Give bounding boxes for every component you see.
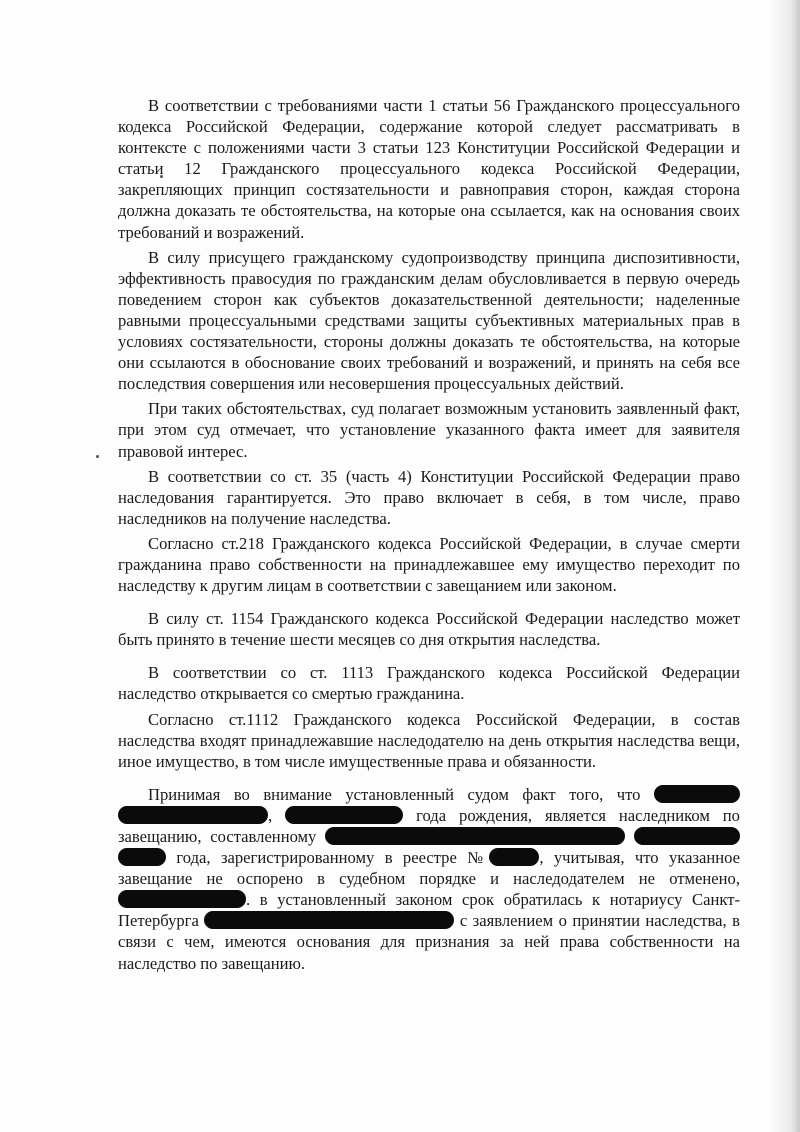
document-body: [118, 95, 740, 980]
paragraph-4: В соответствии со ст. 35 (часть 4) Конституции Российской Федерации право наследования гарантируется. Это право включает в себя, в том числе, право наследников на получение наследства.: [118, 466, 740, 528]
redaction-block: [489, 848, 539, 866]
redaction-block: [118, 848, 166, 866]
redaction-block: [325, 827, 625, 845]
paragraph-1: В соответствии с требованиями части 1 статьи 56 Гражданского процессуального кодекса Российской Федерации, содержание которой следует рассматривать в контексте с положениями части 3 статьи 123 Конституции Российской Федерации и статьи 12 Гражданского процессуального кодекса Российской Федерации, закрепляющих принцип состязательности и равноправия сторон, каждая сторона должна доказать те обстоятельства, на которые она ссылается, как на основания своих требований и возражений.: [118, 96, 740, 242]
final-segment: ,: [268, 805, 273, 825]
final-segment: года рождения, является наследником по завещанию, составленному: [118, 805, 740, 846]
final-segment: , учитывая, что указанное завещание не оспорено в судебном порядке и наследодателем не отменено,: [118, 848, 740, 889]
redaction-block: [285, 806, 403, 824]
final-segment: Принимая во внимание установленный судом факт того, что: [148, 784, 641, 804]
redaction-block: [118, 806, 268, 824]
redaction-block: [204, 911, 454, 929]
paragraph-3: При таких обстоятельствах, суд полагает возможным установить заявленный факт, при этом суд отмечает, что установление указанного факта имеет для заявителя правовой интерес.: [118, 399, 740, 461]
paragraph-final: [118, 784, 740, 974]
paragraph-5: Согласно ст.218 Гражданского кодекса Российской Федерации, в случае смерти гражданина право собственности на принадлежавшее ему имущество переходит по наследству к другим лицам в соответствии с завещанием или законом.: [118, 533, 740, 596]
final-segment: года, зарегистрированному в реестре №: [176, 848, 490, 868]
paragraph-7: В соответствии со ст. 1113 Гражданского кодекса Российской Федерации наследство открывается со смертью гражданина.: [118, 663, 740, 704]
paragraph-6: В силу ст. 1154 Гражданского кодекса Российской Федерации наследство может быть принято в течение шести месяцев со дня открытия наследства.: [118, 609, 740, 650]
paragraph-2: В силу присущего гражданскому судопроизводству принципа диспозитивности, эффективность правосудия по гражданским делам обусловливается в первую очередь поведением сторон как субъектов доказательственной деятельности; наделенные равными процессуальными средствами защиты субъективных материальных прав в условиях состязательности, стороны должны доказать те обстоятельства, на которые они ссылаются в обоснование своих требований и возражений, и принять на себя все последствия совершения или несовершения процессуальных действий.: [118, 247, 740, 394]
final-segment: . в установленный законом срок обратилась к нотариусу Санкт-Петербурга: [118, 890, 740, 931]
scan-edge-shadow: [770, 0, 800, 1132]
redaction-block: [654, 785, 740, 803]
scan-speck: [96, 455, 99, 458]
redaction-block: [118, 890, 246, 908]
redaction-block: [634, 827, 740, 845]
paragraph-8: Согласно ст.1112 Гражданского кодекса Российской Федерации, в состав наследства входят принадлежавшие наследодателю на день открытия наследства вещи, иное имущество, в том числе имущественные права и обязанности.: [118, 709, 740, 771]
final-segment: с заявлением о принятии наследства, в связи с чем, имеются основания для признания за ней права собственности на наследство по завещанию.: [118, 911, 740, 973]
